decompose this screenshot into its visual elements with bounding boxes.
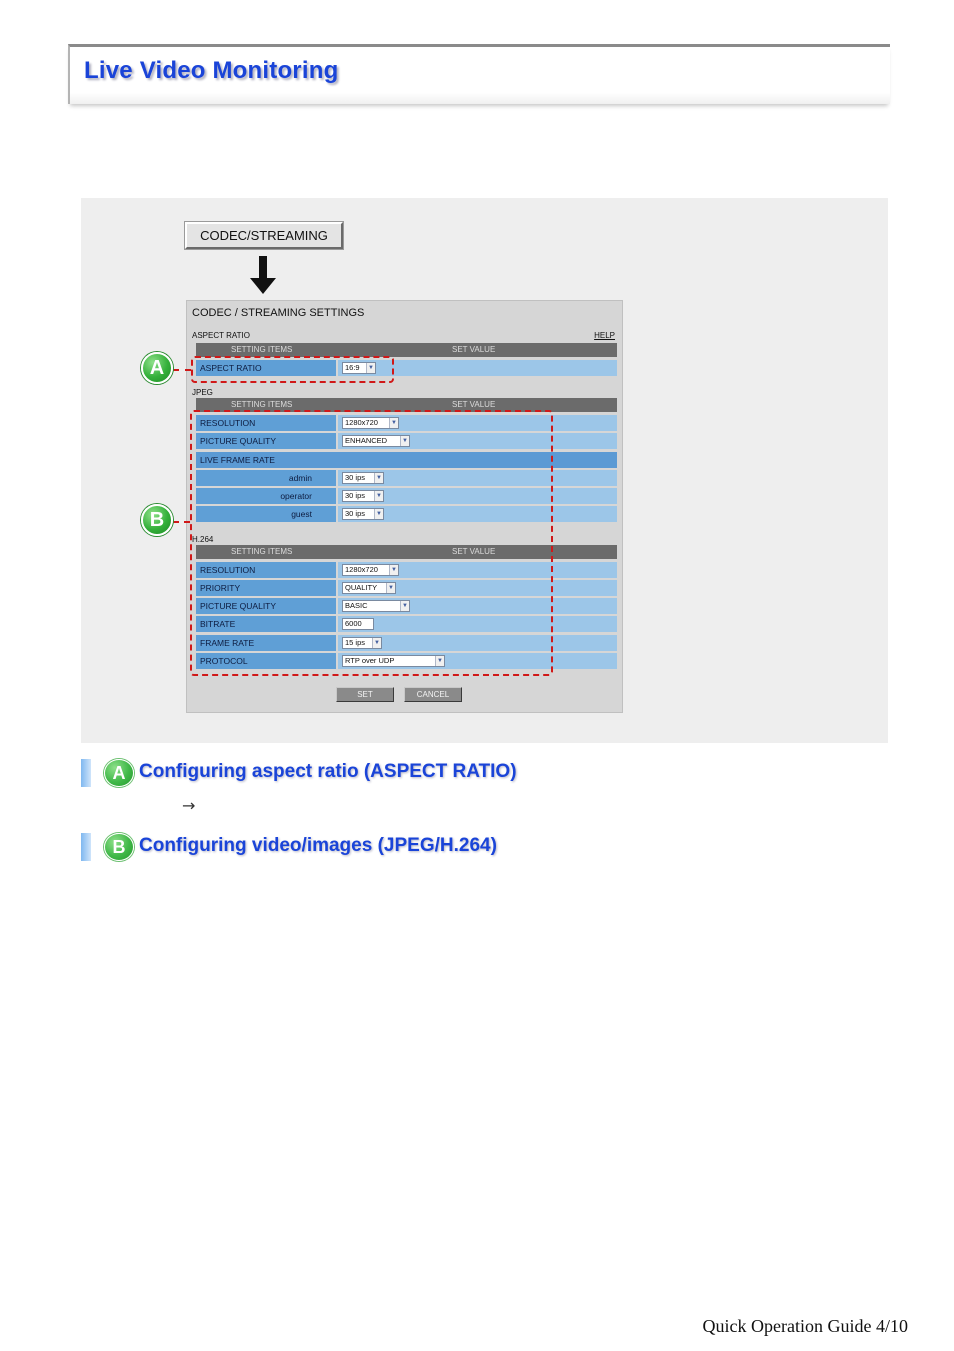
chevron-down-icon: ▼ (372, 638, 381, 648)
setting-label: PICTURE QUALITY (196, 433, 336, 449)
chevron-down-icon: ▼ (374, 473, 383, 483)
col-set-value: SET VALUE (452, 345, 496, 354)
callout-a-badge: A (141, 352, 173, 384)
heading-accent-bar (81, 759, 91, 787)
setting-label: PRIORITY (196, 580, 336, 596)
chevron-down-icon: ▼ (386, 583, 395, 593)
select-value: 30 ips (345, 491, 366, 500)
chevron-down-icon: ▼ (389, 418, 398, 428)
select-value: RTP over UDP (345, 656, 395, 665)
aspect-ratio-section-label: ASPECT RATIO (192, 331, 250, 340)
select-value: 1280x720 (345, 565, 378, 574)
figure-panel (81, 198, 888, 743)
select-value: 16:9 (345, 363, 360, 372)
page-footer: Quick Operation Guide 4/10 (702, 1316, 908, 1336)
col-set-value: SET VALUE (452, 400, 496, 409)
chevron-down-icon: ▼ (374, 491, 383, 501)
setting-label: PICTURE QUALITY (196, 598, 336, 614)
callout-b-leader (173, 521, 190, 523)
setting-label: admin (196, 470, 336, 486)
select-value: BASIC (345, 601, 368, 610)
table-header (196, 343, 617, 357)
chevron-down-icon: ▼ (400, 601, 409, 611)
codec-streaming-button[interactable]: CODEC/STREAMING (185, 222, 343, 249)
heading-badge-a: A (104, 759, 134, 787)
page-title: Live Video Monitoring (84, 57, 339, 84)
setting-label: operator (196, 488, 336, 504)
right-arrow-icon: → (182, 796, 196, 815)
setting-label: FRAME RATE (196, 635, 336, 651)
select-value: QUALITY (345, 583, 378, 592)
setting-label: BITRATE (196, 616, 336, 632)
section-heading-a (81, 759, 601, 787)
down-arrow-icon (248, 256, 278, 296)
chevron-down-icon: ▼ (435, 656, 444, 666)
chevron-down-icon: ▼ (366, 363, 375, 373)
select-value: 30 ips (345, 509, 366, 518)
col-setting-items: SETTING ITEMS (231, 547, 293, 556)
setting-label: guest (196, 506, 336, 522)
setting-label: RESOLUTION (196, 562, 336, 578)
callout-a-outline (191, 356, 394, 383)
col-set-value: SET VALUE (452, 547, 496, 556)
select-value: ENHANCED (345, 436, 388, 445)
settings-title: CODEC / STREAMING SETTINGS (192, 307, 365, 319)
heading-title-b: Configuring video/images (JPEG/H.264) (139, 835, 497, 856)
h264-section-label: H.264 (192, 535, 214, 544)
callout-b-badge: B (141, 504, 173, 536)
heading-title-a: Configuring aspect ratio (ASPECT RATIO) (139, 761, 517, 782)
jpeg-section-label: JPEG (192, 388, 213, 397)
select-value: 30 ips (345, 473, 366, 482)
heading-badge-b: B (104, 833, 134, 861)
chevron-down-icon: ▼ (389, 565, 398, 575)
live-frame-rate-label: LIVE FRAME RATE (196, 452, 617, 468)
setting-label: RESOLUTION (196, 415, 336, 431)
setting-label: ASPECT RATIO (196, 360, 336, 376)
callout-a-leader (173, 369, 191, 371)
section-heading-b (81, 833, 601, 861)
select-value: 1280x720 (345, 418, 378, 427)
help-link[interactable]: HELP (594, 331, 615, 340)
chevron-down-icon: ▼ (374, 509, 383, 519)
col-setting-items: SETTING ITEMS (231, 345, 293, 354)
col-setting-items: SETTING ITEMS (231, 400, 293, 409)
callout-b-outline (190, 410, 553, 676)
setting-label: PROTOCOL (196, 653, 336, 669)
select-value: 15 ips (345, 638, 366, 647)
h264-bitrate-input[interactable]: 6000 (342, 618, 374, 630)
chevron-down-icon: ▼ (400, 436, 409, 446)
heading-accent-bar (81, 833, 91, 861)
set-button[interactable]: SET (336, 687, 394, 702)
cancel-button[interactable]: CANCEL (404, 687, 462, 702)
page-header (68, 44, 890, 104)
